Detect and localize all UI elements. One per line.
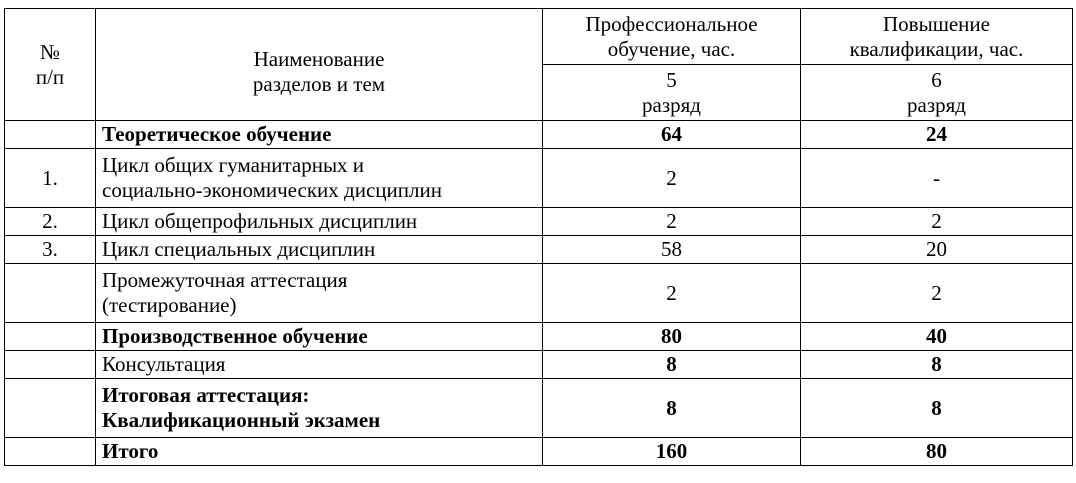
row-value-professional: 80 <box>543 323 801 351</box>
row-name: Итоговая аттестация: Квалификационный экзамен <box>96 379 543 438</box>
header-section-name: Наименование разделов и тем <box>96 9 543 121</box>
row-value-professional: 8 <box>543 351 801 379</box>
row-name: Промежуточная аттестация (тестирование) <box>96 264 543 323</box>
row-value-professional: 58 <box>543 236 801 264</box>
row-number: 1. <box>5 149 96 208</box>
table-row <box>5 351 1073 379</box>
table-row <box>5 264 1073 323</box>
curriculum-table <box>4 8 1073 466</box>
header-grade-6: 6 разряд <box>801 65 1073 121</box>
row-name: Цикл специальных дисциплин <box>96 236 543 264</box>
row-name: Цикл общих гуманитарных и социально-экономических дисциплин <box>96 149 543 208</box>
header-professional-training: Профессиональное обучение, час. <box>543 9 801 65</box>
table-row <box>5 379 1073 438</box>
row-value-qualification: 24 <box>801 121 1073 149</box>
table-row <box>5 149 1073 208</box>
row-value-professional: 160 <box>543 438 801 466</box>
row-value-qualification: 8 <box>801 351 1073 379</box>
row-value-professional: 2 <box>543 149 801 208</box>
header-qualification-upgrade: Повышение квалификации, час. <box>801 9 1073 65</box>
header-row <box>5 9 1073 65</box>
row-number: 3. <box>5 236 96 264</box>
table-row <box>5 438 1073 466</box>
row-value-qualification: 20 <box>801 236 1073 264</box>
row-number <box>5 379 96 438</box>
table-row <box>5 323 1073 351</box>
row-number <box>5 264 96 323</box>
row-number: 2. <box>5 208 96 236</box>
row-name: Цикл общепрофильных дисциплин <box>96 208 543 236</box>
row-number <box>5 121 96 149</box>
row-value-qualification: 2 <box>801 208 1073 236</box>
row-value-qualification: - <box>801 149 1073 208</box>
row-value-professional: 8 <box>543 379 801 438</box>
header-grade-5: 5 разряд <box>543 65 801 121</box>
row-name: Производственное обучение <box>96 323 543 351</box>
row-value-qualification: 2 <box>801 264 1073 323</box>
row-value-professional: 2 <box>543 208 801 236</box>
table-row <box>5 208 1073 236</box>
table-row <box>5 236 1073 264</box>
row-value-qualification: 40 <box>801 323 1073 351</box>
row-number <box>5 323 96 351</box>
row-value-professional: 64 <box>543 121 801 149</box>
header-number: № п/п <box>5 9 96 121</box>
row-number <box>5 351 96 379</box>
table-row <box>5 121 1073 149</box>
row-number <box>5 438 96 466</box>
row-name: Консультация <box>96 351 543 379</box>
row-name: Теоретическое обучение <box>96 121 543 149</box>
row-value-qualification: 8 <box>801 379 1073 438</box>
row-value-qualification: 80 <box>801 438 1073 466</box>
row-name: Итого <box>96 438 543 466</box>
row-value-professional: 2 <box>543 264 801 323</box>
